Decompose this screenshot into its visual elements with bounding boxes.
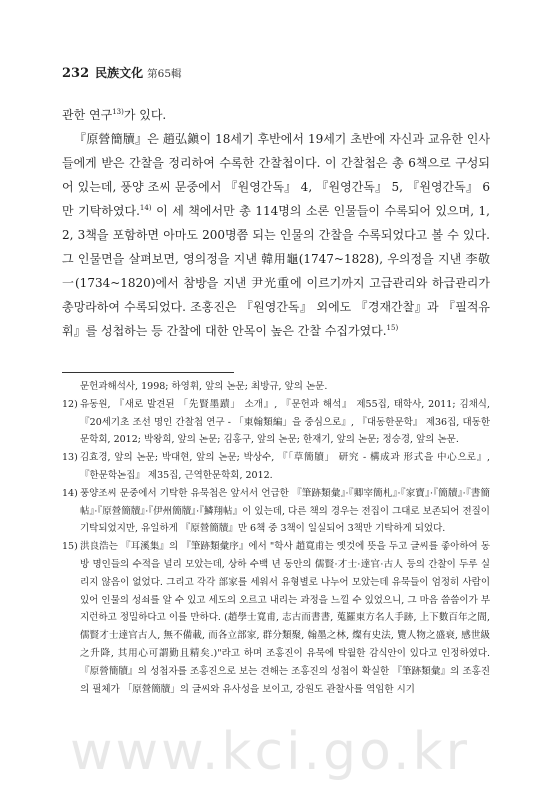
- footnote-number: 14): [62, 487, 78, 499]
- journal-title: 民族文化: [95, 66, 144, 80]
- journal-volume: 第65輯: [147, 68, 182, 80]
- paragraph-2-part-a: 『原營簡牘』은 趙弘鎭이 18세기 후반에서 19세기 초반에 자신과 교유한 인사들에게 받은 간찰을 정리하여 수록한 간찰첩이다. 이 간찰첩은 총 6책으로 구성되어 있는데, 풍양 조씨 문중에서 『원영간독』 4, 『원영간독』 5, 『원영간독』 6만 기탁하였다.: [62, 132, 490, 218]
- paragraph-2: [62, 127, 490, 343]
- footnote-ref-15[interactable]: 15): [386, 324, 399, 332]
- footnote-text: 洪良浩는 『耳溪集』의 『筆跡類彙序』에서 "학사 趙寬甫는 옛것에 뜻을 두고 글씨를 좋아하여 동방 명인들의 수적을 널리 모았는데, 상하 수백 년 동안의 儒賢·才士·達官·古人 등의 간찰이 두루 실리지 않음이 없었다. 그리고 각각 部家를 세워서 유형별로 나누어 모았는데 유묵들이 엄정히 사람이 있어 인물의 성쇠를 알 수 있고 세도의 오르고 내리는 과정을 느낄 수 있었으니, 그 마음 씀씀이가 부지런하고 정밀하다고 이를 만하다. (趙學士寬甫, 志古而書書, 蒐羅東方名人手跡, 上下數百年之間, 儒賢才士達官古人, 無不備載, 而各立部家, 群分類聚, 翰墨之林, 燦有史法, 覽人物之盛衰, 感世級之升降, 其用心可謂勤且精矣.)"라고 하며 조홍진이 유묵에 탁월한 감식안이 있다고 인정하였다. 『原營簡牘』의 성첩자를 조홍진으로 보는 견해는 조홍진의 성첩이 확실한 『筆跡類彙』의 조홍진의 필체가 「原營簡牘」의 글씨와 유사성을 보이고, 강원도 관찰사를 역임한 시기: [80, 541, 490, 695]
- body-text: [62, 103, 490, 343]
- running-header: [62, 64, 182, 81]
- paragraph-2-part-b: 이 세 책에서만 총 114명의 소론 인물들이 수록되어 있으며, 1, 2, 3책을 포함하면 아마도 200명쯤 되는 인물의 간찰을 수록되었다고 볼 수 있다. 그 인물면을 살펴보면, 영의정을 지낸 韓用龜(1747~1828), 우의정을 지낸 李敬一(1734~1820)에서 참방을 지낸 尹光重에 이르기까지 고급관리와 하급관리가 총망라하여 수록되었다. 조홍진은 『원영간독』 외에도 『경재간찰』과 『필적유휘』를 성첩하는 등 간찰에 대한 안목이 높은 간찰 수집가였다.: [62, 204, 491, 338]
- page-number: 232: [62, 66, 90, 81]
- footnote-15: [62, 538, 490, 698]
- footnote-text: 유동원, 『새로 발견된 「先賢墨蹟」 소개』, 『문헌과 해석』 제55집, 태학사, 2011; 김채식, 『20세기초 조선 명인 간찰첩 연구 - 「東翰類編」을 중심으로』, 『대동한문학』 제36집, 대동한문학회, 2012; 박왕희, 앞의 논문; 김홍구, 앞의 논문; 한재기, 앞의 논문; 정승경, 앞의 논문.: [80, 398, 490, 446]
- footnote-number: 12): [62, 398, 78, 410]
- footnote-number: 15): [62, 541, 78, 553]
- footnote-separator: [62, 372, 234, 373]
- footnote-ref-14[interactable]: 14): [139, 204, 152, 212]
- footnote-12: [62, 396, 490, 449]
- footnote-text: 김효경, 앞의 논문; 박대현, 앞의 논문; 박상수, 『「草簡牘」 研究 - 構成과 形式을 中心으로』, 『한문학논집』 제35집, 근역한문학회, 2012.: [80, 452, 490, 481]
- paragraph-1-end: 가 있다.: [123, 108, 167, 122]
- footnote-number: 13): [62, 452, 78, 464]
- footnote-ref-13[interactable]: 13): [112, 108, 124, 116]
- paragraph-1-text: 관한 연구: [62, 108, 113, 122]
- watermark: www.kci.go.kr: [70, 722, 470, 782]
- paragraph-1: [62, 103, 490, 127]
- footnotes: [62, 378, 490, 698]
- footnote-14: [62, 485, 490, 538]
- footnote-13: [62, 449, 490, 485]
- footnote-text: 풍양조씨 문중에서 기탁한 유묵첩은 앞서서 언급한 『筆跡類彙』·『卿宰簡札』·『家寶』·『簡牘』·『書簡帖』·『原營簡牘』·『伊州簡牘』·『鱗翔帖』이 있는데, 다른 책의 경우는 전집이 그대로 보존되어 전질이 기탁되었지만, 유일하게 『原營簡牘』만 6책 중 3책이 일실되어 3책만 기탁하게 되었다.: [80, 487, 490, 535]
- footnote-continuation: 문헌과해석사, 1998; 하영휘, 앞의 논문; 최방규, 앞의 논문.: [80, 381, 328, 392]
